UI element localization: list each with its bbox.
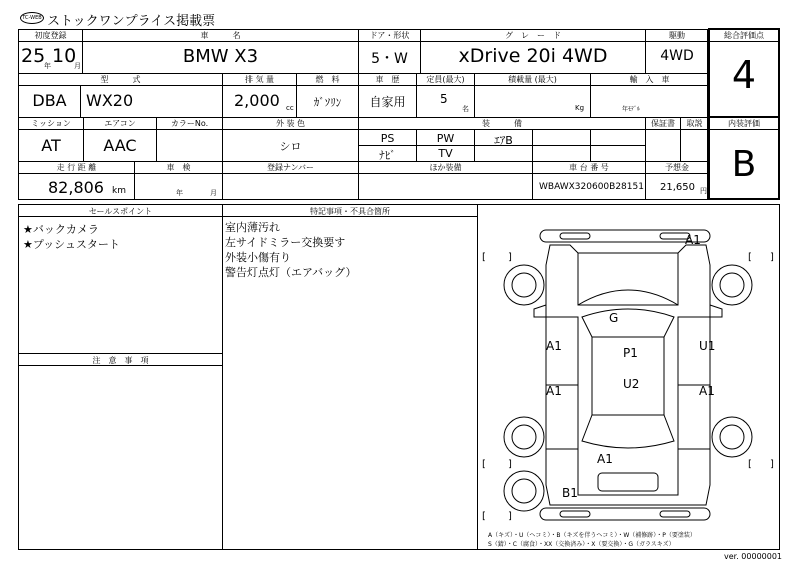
first-reg-month-unit: 月 xyxy=(74,62,81,70)
import-note: 年ﾓﾃﾞﾙ xyxy=(622,106,641,113)
list-item: 室内薄汚れ xyxy=(225,221,280,234)
drive-value: 4WD xyxy=(660,48,694,64)
mark-roof: P1 xyxy=(623,346,638,360)
price-unit: 円 xyxy=(700,187,707,195)
history-label: 車 歴 xyxy=(375,75,400,84)
sales-points-label: セールスポイント xyxy=(88,207,153,216)
equip-navi: ﾅﾋﾞ xyxy=(379,149,396,162)
overall-score-label: 総合評価点 xyxy=(724,31,764,40)
other-equip-label: ほか装備 xyxy=(429,163,462,172)
list-item: ★プッシュスタート xyxy=(23,238,120,251)
first-reg-month: 10 xyxy=(52,45,77,67)
drive-label: 駆動 xyxy=(669,31,685,40)
mark-left-front-door: A1 xyxy=(546,339,562,353)
price-label: 予想金 xyxy=(665,163,689,172)
aircon-label: エアコン xyxy=(104,119,136,128)
version-label: ver. 00000001 xyxy=(724,552,783,561)
model-value: WX20 xyxy=(86,91,134,110)
inspection-year-unit: 年 xyxy=(176,189,183,197)
caution-label: 注 意 事 項 xyxy=(92,356,149,365)
history-value: 自家用 xyxy=(369,95,406,109)
exterior-value: シロ xyxy=(279,140,302,153)
svg-text:[: [ xyxy=(482,511,486,522)
svg-text:[: [ xyxy=(748,252,752,263)
displacement-unit: cc xyxy=(286,104,294,112)
fuel-value: ｶﾞｿﾘﾝ xyxy=(313,96,342,109)
mark-left-rear-door: A1 xyxy=(546,384,562,398)
mark-hood: G xyxy=(609,311,619,325)
aircon-value: AAC xyxy=(103,136,137,155)
notices-label: 特記事項・不具合箇所 xyxy=(310,207,390,216)
equip-pw: PW xyxy=(436,132,455,145)
logo-text: TC-WEB xyxy=(22,15,42,21)
capacity-value: 5 xyxy=(440,92,448,106)
list-item: 警告灯点灯（エアバッグ） xyxy=(225,266,357,279)
inspection-month-unit: 月 xyxy=(210,189,217,197)
mark-front-right: A1 xyxy=(685,233,701,247)
svg-text:]: ] xyxy=(508,252,512,263)
model-label: 型 式 xyxy=(100,75,141,84)
list-item: 外装小傷有り xyxy=(225,251,291,264)
grade-label: グ レ ー ド xyxy=(505,31,561,40)
model-prefix: DBA xyxy=(32,91,67,110)
mark-rear-bumper: B1 xyxy=(562,486,578,500)
first-reg-label: 初度登録 xyxy=(34,31,67,40)
svg-text:]: ] xyxy=(770,252,774,263)
list-item: ★バックカメラ xyxy=(23,223,99,236)
svg-text:[: [ xyxy=(748,459,752,470)
car-name-label: 車 名 xyxy=(200,31,241,40)
svg-text:[: [ xyxy=(482,252,486,263)
mileage-value: 82,806 xyxy=(48,178,104,197)
interior-score: B xyxy=(731,144,757,185)
load-unit: Kg xyxy=(575,104,585,112)
grade-value: xDrive 20i 4WD xyxy=(458,45,608,67)
first-reg-year: 25 xyxy=(21,45,46,67)
damage-legend-line2: S（錆）・C（腐食）・XX（交換済み）・X（要交換）・G（ガラスキズ） xyxy=(488,541,675,548)
page-title: ストックワンプライス掲載票 xyxy=(47,14,216,29)
mark-right-rear-door: A1 xyxy=(699,384,715,398)
price-value: 21,650 xyxy=(660,182,695,193)
load-label: 積載量 (最大) xyxy=(508,75,557,84)
mission-label: ミッション xyxy=(31,119,71,128)
door-shape-label: ドア・形状 xyxy=(369,31,410,40)
notices-list xyxy=(225,220,356,280)
chassis-label: 車 台 番 号 xyxy=(569,163,609,172)
chassis-value: WBAWX320600B28151 xyxy=(539,182,644,192)
svg-text:[: [ xyxy=(482,459,486,470)
equip-airbag: ｴｱB xyxy=(494,134,513,147)
inspection-label: 車 検 xyxy=(166,163,191,172)
mark-right-front-door: U1 xyxy=(699,339,716,353)
mark-rear: A1 xyxy=(597,452,613,466)
mark-roof-rear: U2 xyxy=(623,377,640,391)
capacity-unit: 名 xyxy=(462,105,469,113)
mission-value: AT xyxy=(41,136,61,155)
mileage-label: 走 行 距 離 xyxy=(56,163,97,172)
sales-points-list xyxy=(23,222,120,252)
overall-score: 4 xyxy=(731,53,757,97)
svg-text:]: ] xyxy=(508,459,512,470)
warranty-label: 保証書 xyxy=(651,119,675,128)
interior-score-label: 内装評価 xyxy=(728,119,760,128)
manual-label: 取説 xyxy=(686,119,703,128)
color-no-label: カラーNo. xyxy=(170,119,209,128)
svg-text:]: ] xyxy=(770,459,774,470)
equipment-label: 装 備 xyxy=(482,119,522,128)
equip-tv: TV xyxy=(438,147,453,160)
plate-label: 登録ナンバー xyxy=(266,163,315,172)
car-condition-diagram xyxy=(478,205,779,549)
capacity-label: 定員(最大) xyxy=(426,75,465,84)
fuel-label: 燃 料 xyxy=(315,75,340,84)
displacement-label: 排 気 量 xyxy=(244,75,275,84)
damage-legend-line1: A（キズ）・U（ヘコミ）・B（キズを伴うヘコミ）・W（補修跡）・P（要塗装） xyxy=(488,532,696,539)
exterior-label: 外 装 色 xyxy=(275,119,306,128)
svg-text:]: ] xyxy=(508,511,512,522)
door-value: 5・W xyxy=(371,51,408,67)
import-label: 輸 入 車 xyxy=(629,75,670,84)
equip-ps: PS xyxy=(380,132,395,145)
displacement-value: 2,000 xyxy=(234,91,280,110)
list-item: 左サイドミラー交換要す xyxy=(225,236,346,249)
mileage-unit: km xyxy=(112,186,126,196)
car-name-value: BMW X3 xyxy=(182,46,259,67)
first-reg-year-unit: 年 xyxy=(44,62,51,70)
